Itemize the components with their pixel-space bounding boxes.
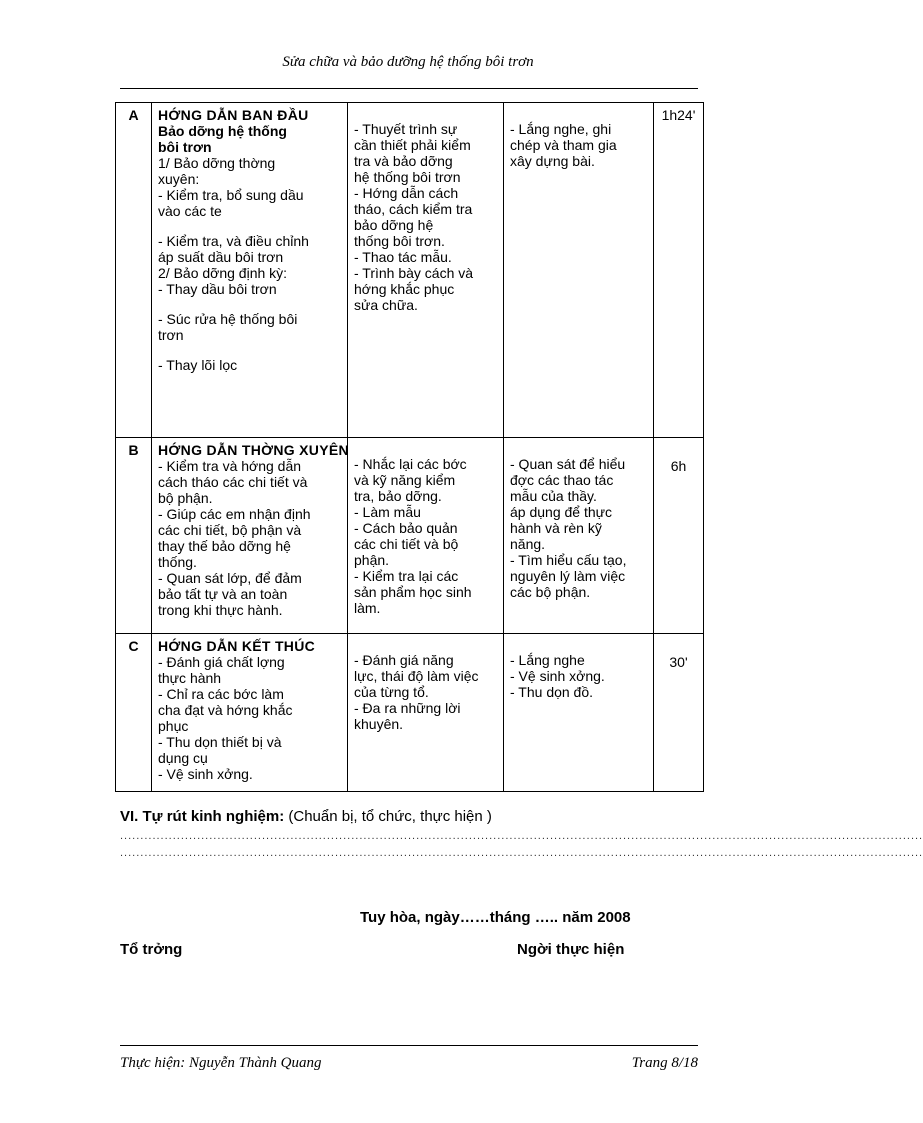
- student-activity-cell: [504, 438, 654, 634]
- content-line: bộ phận.: [158, 490, 213, 506]
- teacher-activity-line: tra, bảo dỡng.: [354, 488, 442, 504]
- experience-label: VI. Tự rút kinh nghiệm:: [120, 808, 285, 825]
- teacher-activity-line: - Trình bày cách và: [354, 265, 474, 281]
- teacher-activity-cell: [348, 103, 504, 438]
- teacher-activity-line: làm.: [354, 600, 381, 616]
- content-line: - Đánh giá chất lợng: [158, 654, 285, 670]
- teacher-activity-line: các chi tiết và bộ: [354, 536, 459, 552]
- content-line: phục: [158, 718, 189, 734]
- stage-duration: 6h: [654, 438, 704, 634]
- content-line: thống.: [158, 554, 197, 570]
- content-line: - Quan sát lớp, để đảm: [158, 570, 302, 586]
- footer-rule: [120, 1045, 698, 1046]
- content-line: - Thay dầu bôi trơn: [158, 281, 277, 297]
- table-row: [116, 634, 704, 792]
- stage-code: B: [116, 438, 152, 634]
- notes-dotted-line-1: ......................................................................................................................................................................................................: [120, 830, 923, 842]
- content-line: - Chỉ ra các bớc làm: [158, 686, 284, 702]
- notes-dotted-line-2: ......................................................................................................................................................................................................: [120, 847, 923, 859]
- content-line: các chi tiết, bộ phận và: [158, 522, 302, 538]
- lesson-plan-table: [115, 102, 704, 792]
- content-line: - Kiểm tra, bổ sung dầu: [158, 187, 304, 203]
- teacher-activity-line: và kỹ năng kiểm: [354, 472, 456, 488]
- content-line: trong khi thực hành.: [158, 602, 283, 618]
- place-date: Tuy hòa, ngày……tháng ….. năm 2008: [360, 909, 631, 926]
- student-activity-line: xây dựng bài.: [510, 153, 595, 169]
- teacher-activity-line: thống bôi trơn.: [354, 233, 445, 249]
- content-line: cha đạt và hớng khắc: [158, 702, 293, 718]
- stage-title: HỚNG DẪN THỜNG XUYÊN: [158, 442, 349, 458]
- teacher-activity-line: bảo dỡng hệ: [354, 217, 434, 233]
- content-line: bôi trơn: [158, 139, 212, 155]
- student-activity-line: - Thu dọn đồ.: [510, 684, 594, 700]
- stage-title: HỚNG DẪN BAN ĐẦU: [158, 107, 309, 123]
- content-line: cách tháo các chi tiết và: [158, 474, 308, 490]
- content-line: thực hành: [158, 670, 222, 686]
- teacher-activity-line: sản phẩm học sinh: [354, 584, 472, 600]
- content-line: bảo tất tự và an toàn: [158, 586, 288, 602]
- header-rule: [120, 88, 698, 89]
- teacher-activity-line: - Đa ra những lời: [354, 700, 461, 716]
- teacher-activity-line: - Thuyết trình sự: [354, 121, 458, 137]
- student-activity-line: - Lắng nghe, ghi: [510, 121, 612, 137]
- stage-code: A: [116, 103, 152, 438]
- teacher-activity-line: - Đánh giá năng: [354, 652, 454, 668]
- content-line: 1/ Bảo dỡng thờng: [158, 155, 276, 171]
- stage-duration: 1h24': [654, 103, 704, 438]
- stage-content-cell: [152, 634, 348, 792]
- teacher-activity-cell: [348, 438, 504, 634]
- student-activity-line: - Tìm hiểu cấu tạo,: [510, 552, 627, 568]
- stage-content-cell: [152, 438, 348, 634]
- teacher-activity-line: - Hớng dẫn cách: [354, 185, 459, 201]
- teacher-activity-line: - Nhắc lại các bớc: [354, 456, 467, 472]
- stage-code: C: [116, 634, 152, 792]
- teacher-activity-line: lực, thái độ làm việc: [354, 668, 479, 684]
- content-line: xuyên:: [158, 171, 200, 187]
- teacher-activity-line: của từng tổ.: [354, 684, 429, 700]
- teacher-activity-line: tra và bảo dỡng: [354, 153, 453, 169]
- student-activity-line: các bộ phận.: [510, 584, 591, 600]
- footer-page-number: Trang 8/18: [631, 1055, 698, 1071]
- teacher-activity-line: - Thao tác mẫu.: [354, 249, 452, 265]
- student-activity-line: mẫu của thầy.: [510, 488, 597, 504]
- table-row: [116, 103, 704, 438]
- teacher-activity-line: - Cách bảo quản: [354, 520, 458, 536]
- teacher-activity-cell: [348, 634, 504, 792]
- content-line: áp suất dầu bôi trơn: [158, 249, 284, 265]
- content-line: dụng cụ: [158, 750, 208, 766]
- signature-author: Ngời thực hiện: [517, 941, 625, 958]
- stage-duration: 30': [654, 634, 704, 792]
- stage-content-cell: [152, 103, 348, 438]
- student-activity-line: - Quan sát để hiểu: [510, 456, 626, 472]
- student-activity-cell: [504, 634, 654, 792]
- content-line: - Kiểm tra, và điều chỉnh: [158, 233, 309, 249]
- content-line: - Vệ sinh xởng.: [158, 766, 253, 782]
- student-activity-line: - Lắng nghe: [510, 652, 585, 668]
- content-line: 2/ Bảo dỡng định kỳ:: [158, 265, 288, 281]
- content-line: [158, 343, 341, 357]
- student-activity-line: đợc các thao tác: [510, 472, 614, 488]
- experience-section: [120, 808, 492, 825]
- content-line: - Giúp các em nhận định: [158, 506, 311, 522]
- student-activity-line: áp dụng để thực: [510, 504, 613, 520]
- content-line: trơn: [158, 327, 184, 343]
- stage-title: HỚNG DẪN KẾT THÚC: [158, 638, 316, 654]
- student-activity-line: hành và rèn kỹ: [510, 520, 602, 536]
- content-line: - Thu dọn thiết bị và: [158, 734, 282, 750]
- content-line: vào các te: [158, 203, 222, 219]
- content-line: [158, 297, 341, 311]
- content-line: - Kiểm tra và hớng dẫn: [158, 458, 302, 474]
- table-row: [116, 438, 704, 634]
- teacher-activity-line: cần thiết phải kiểm: [354, 137, 471, 153]
- teacher-activity-line: sửa chữa.: [354, 297, 418, 313]
- footer-author: Thực hiện: Nguyễn Thành Quang: [120, 1055, 322, 1071]
- teacher-activity-line: khuyên.: [354, 716, 404, 732]
- teacher-activity-line: - Kiểm tra lại các: [354, 568, 459, 584]
- teacher-activity-line: hệ thống bôi trơn: [354, 169, 461, 185]
- content-line: - Thay lõi lọc: [158, 357, 238, 373]
- content-line: - Súc rửa hệ thống bôi: [158, 311, 298, 327]
- student-activity-cell: [504, 103, 654, 438]
- document-header-title: Sửa chữa và bảo dưỡng hệ thống bôi trơn: [282, 54, 534, 70]
- teacher-activity-line: phận.: [354, 552, 390, 568]
- teacher-activity-line: - Làm mẫu: [354, 504, 421, 520]
- teacher-activity-line: tháo, cách kiểm tra: [354, 201, 473, 217]
- student-activity-line: - Vệ sinh xởng.: [510, 668, 605, 684]
- experience-hint: (Chuẩn bị, tổ chức, thực hiện ): [288, 808, 492, 825]
- student-activity-line: chép và tham gia: [510, 137, 617, 153]
- teacher-activity-line: hớng khắc phục: [354, 281, 455, 297]
- student-activity-line: năng.: [510, 536, 546, 552]
- signature-group-leader: Tổ trởng: [120, 941, 183, 958]
- content-line: thay thế bảo dỡng hệ: [158, 538, 291, 554]
- content-line: Bảo dỡng hệ thống: [158, 123, 287, 139]
- content-line: [158, 219, 341, 233]
- student-activity-line: nguyên lý làm việc: [510, 568, 626, 584]
